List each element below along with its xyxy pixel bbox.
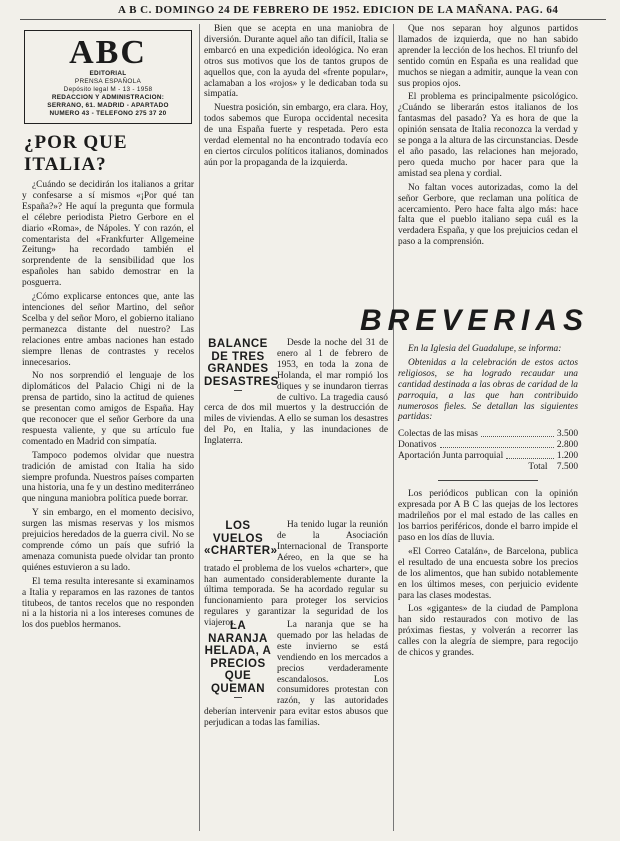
- total-value: 7.500: [556, 462, 578, 473]
- article-paragraph: Tampoco podemos olvidar que nuestra tradición de amistad con Italia ha sido siempre profunda. Nuestros países comparten una historia, una fe y un destino mediterráneo que ninguna maniobra política puede borrar.: [22, 450, 194, 505]
- article-paragraph: ¿Cómo explicarse entonces que, ante las intenciones del señor Martino, del señor Scelba y del señor Moro, el gobierno italiano permanezca distante del nuestro? Las relaciones entre ambas naciones han estado siempre llenas de contrastes y recelos innecesarios.: [22, 292, 194, 368]
- article-paragraph: Y sin embargo, en el momento decisivo, surgen las mismas reservas y los mismos prejuicios heredados de la guerra civil. No se comprende cómo un país que sufrió la amenaza comunista puede olvidar tan pronto quiénes estuvieron a su lado.: [22, 508, 194, 573]
- row-value: 3.500: [556, 429, 578, 440]
- row-label: Donativos: [398, 440, 437, 451]
- column-divider: [199, 24, 200, 831]
- masthead-line: EDITORIAL: [89, 70, 127, 77]
- column-divider: [393, 24, 394, 831]
- table-total: [398, 462, 578, 472]
- total-label: Total: [528, 462, 548, 473]
- brief-text: Ha tenido lugar la reunión de la Asociación Internacional de Transporte Aéreo, en la que se ha tratado el problema de los vuelos «charter», que han aumentado considerablemente durante la última temporada. Se ha acordado regular su funcionamiento para proteger los servicios regulares y garantizar la seguridad de los viajeros.: [204, 520, 388, 629]
- donations-table: [398, 429, 578, 472]
- brief-text: La naranja que se ha quemado por las heladas de este invierno se está vendiendo en los mercados a precios verdaderamente escandalosos. Los consumidores protestan con razón, y las autoridades deberían intervenir para evitar estos abusos que perjudican a todas las familias.: [204, 620, 388, 729]
- column-1: [22, 24, 194, 836]
- table-row: [398, 451, 578, 462]
- article-paragraph: No faltan voces autorizadas, como la del señor Gerbore, que reclaman una política de acercamiento. Pero hace falta algo más: hace falta que el pueblo italiano sepa cuál es la verdadera España, y que los prejuicios cedan el paso a la comprensión.: [398, 182, 578, 248]
- brief-text: «El Correo Catalán», de Barcelona, publica el resultado de una encuesta sobre los precios de los alimentos, que han subido notablemente en los últimos meses, con perjuicio evidente para las clases modestas.: [398, 546, 578, 601]
- masthead-line: REDACCION Y ADMINISTRACION:: [51, 94, 165, 101]
- column-3-top: [398, 24, 578, 306]
- section-rule: [438, 480, 538, 481]
- row-value: 2.800: [556, 440, 578, 451]
- article-paragraph: No nos sorprendió el lenguaje de los diplomáticos del Palacio Chigi ni de la prensa de partido, sino la actitud de quienes se presentan como amigos de España. Hay que reconocer que el señor Gerbore da una respuesta valiente, y que su artículo fue comentado en Madrid con simpatía.: [22, 371, 194, 447]
- masthead-box: [24, 30, 192, 124]
- row-label: Colectas de las misas: [398, 429, 478, 440]
- row-label: Aportación Junta parroquial: [398, 451, 504, 462]
- brief-text: Los periódicos publican con la opinión expresada por A B C las quejas de los lectores madrileños por el mal estado de las calles en los barrios periféricos, donde el barro impide el paso en los días de lluvia.: [398, 489, 578, 543]
- brief-intro: En la Iglesia del Guadalupe, se informa:: [408, 344, 562, 354]
- header-rule: [20, 19, 606, 20]
- brief-item: [204, 520, 388, 629]
- masthead-logo: ABC: [69, 34, 147, 71]
- table-row: [398, 429, 578, 440]
- article-paragraph: ¿Cuándo se decidirán los italianos a gritar y confesarse a sí mismos «¡Por qué tan España?»? He aquí la pregunta que formula el célebre periodista Pietro Gerbore en el diario «Roma», de Nápoles. Y con razón, el comentarista del «Frankfurter Allgemeine Zeitung» ha recordado también el sorprendente de la sensibilidad que los españoles han sabido demostrar en la posguerra.: [22, 180, 194, 289]
- heading-rule: [234, 697, 242, 698]
- brief-text: Los «gigantes» de la ciudad de Pamplona han sido restaurados con motivo de las próximas fiestas, y volverán a recorrer las calles con la alegría de siempre, para regocijo de chicos y grandes.: [398, 604, 578, 659]
- masthead-line: NUMERO 43 - TELEFONO 275 37 20: [49, 110, 167, 117]
- table-row: [398, 440, 578, 451]
- brief-item: [204, 338, 388, 447]
- masthead-line: SERRANO, 61. MADRID - APARTADO: [47, 102, 169, 109]
- page-header: A B C. DOMINGO 24 DE FEBRERO DE 1952. EDICION DE LA MAÑANA. PAG. 64: [118, 4, 559, 16]
- article-paragraph: El tema resulta interesante si examinamos a Italia y reparamos en las razones de tantos titubeos, de tantos recelos que no responden ni a la historia ni a los intereses comunes de los dos pueblos hermanos.: [22, 576, 194, 631]
- heading-rule: [234, 390, 242, 391]
- row-value: 1.200: [556, 451, 578, 462]
- brief-item: [204, 620, 388, 830]
- article-paragraph: El problema es principalmente psicológico. ¿Cuándo se liberarán estos italianos de los fantasmas del pasado? Ya es hora de que la opinión sensata de Italia reconozca la verdad y se ponga a la altura de las circunstancias. Desde el año pasado, las relaciones han mejorado, pero queda mucho por hacer para que la amistad sea plena y cordial.: [398, 92, 578, 179]
- brief-heading: BALANCE DE TRES GRANDES DESASTRES: [204, 338, 279, 388]
- brief-text: Obtenidas a la celebración de estos actos religiosos, se ha logrado recaudar una cantidad destinada a las obras de caridad de la parroquia, a las que han contribuido numerosos fieles. Se detallan las siguientes partidas:: [398, 357, 578, 423]
- section-title: BREVERIAS: [360, 304, 590, 337]
- masthead-line: PRENSA ESPAÑOLA: [74, 78, 142, 85]
- article-paragraph: Nuestra posición, sin embargo, era clara. Hoy, todos sabemos que Europa occidental necesita de una España fuerte y respetada. Pero esta verdad elemental no ha encontrado todavía eco en ciertos círculos políticos italianos, dominados aún por la propaganda de la izquierda.: [204, 103, 388, 168]
- brief-text: Desde la noche del 31 de enero al 1 de febrero de 1953, en toda la zona de Holanda, el mar rompió los diques y se inundaron tierras de cultivo. La tragedia causó cerca de dos mil muertos y la destrucción de miles de viviendas. A ello se suman los desastres del Po, en Italia, y las inundaciones de Inglaterra.: [204, 338, 388, 447]
- article-title: ¿POR QUE ITALIA?: [24, 132, 128, 175]
- masthead-line: Depósito legal M - 13 - 1958: [63, 86, 153, 93]
- column-2-top: [204, 24, 388, 304]
- column-3-lower: [398, 344, 578, 834]
- brief-heading: LA NARANJA HELADA, A PRECIOS QUE QUEMAN: [204, 620, 272, 695]
- article-paragraph: Bien que se acepta en una maniobra de diversión. Durante aquel año tan difícil, Italia se embarcó en una expedición ideológica. No eran otros sus motivos que los de tantos grupos de aquellos que, con la ayuda del «frente popular», aclamaban a los «rojos» y le dedicaban toda su simpatía.: [204, 24, 388, 100]
- heading-rule: [234, 560, 242, 561]
- brief-heading: LOS VUELOS «CHARTER»: [204, 520, 278, 557]
- article-paragraph: Que nos separan hoy algunos partidos llamados de izquierda, que no han sabido aprender la lección de los hechos. El triunfo del sentido común en España es una realidad que muchos se niegan a admitir, aunque la vean con sus propios ojos.: [398, 24, 578, 89]
